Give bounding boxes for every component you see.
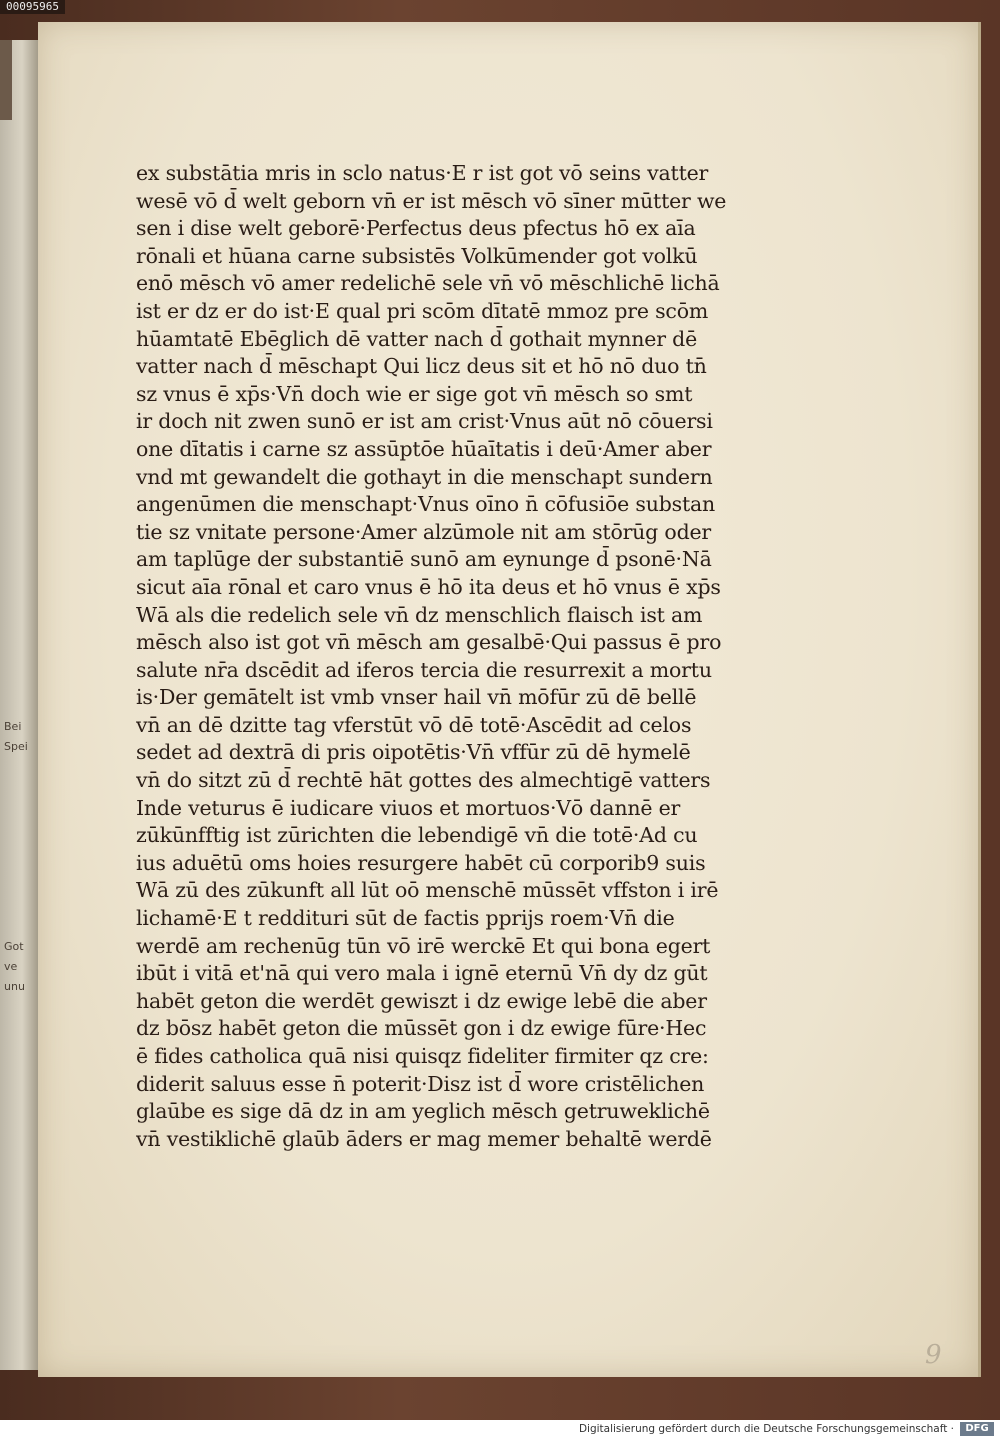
text-line: vatter nach d̄ mēschapt Qui licz deus sit et hō nō duo tn̄ xyxy=(136,354,707,379)
text-line: tie sz vnitate persone·Amer alzūmole nit am stōrūg oder xyxy=(136,519,712,544)
text-line: is·Der gemātelt ist vmb vnser hail vn̄ mōfūr zū dē bellē xyxy=(136,685,697,710)
text-line: ibūt i vitā et'nā qui vero mala i ignē eternū Vn̄ dy dz gūt xyxy=(136,961,708,986)
text-line: am taplūge der substantiē sunō am eynunge d̄ psonē·Nā xyxy=(136,547,712,572)
text-line: sedet ad dextrā di pris oipotētis·Vn̄ vffūr zū dē hymelē xyxy=(136,740,691,765)
text-line: vn̄ vestiklichē glaūb āders er mag memer behaltē werdē xyxy=(136,1126,712,1151)
text-line: ist er dz er do ist·E qual pri scōm dītatē mmoz pre scōm xyxy=(136,298,709,323)
text-line: mēsch also ist got vn̄ mēsch am gesalbē·Qui passus ē pro xyxy=(136,630,722,655)
text-line: glaūbe es sige dā dz in am yeglich mēsch getruweklichē xyxy=(136,1099,710,1124)
margin-fragment: Spei xyxy=(4,740,28,753)
text-line: werdē am rechenūg tūn vō irē werckē Et qui bona egert xyxy=(136,933,711,958)
folio-number: 9 xyxy=(925,1340,942,1370)
text-line: ex substātia mris in sclo natus·E r ist got vō seins vatter xyxy=(136,161,709,185)
text-line: angenūmen die menschapt·Vnus oīno n̄ cōfusiōe substan xyxy=(136,492,716,517)
margin-fragment: ve xyxy=(4,960,18,973)
text-line: vn̄ an dē dzitte tag vferstūt vō dē totē·Ascēdit ad celos xyxy=(136,712,692,737)
funding-credit: Digitalisierung gefördert durch die Deutsche Forschungsgemeinschaft · xyxy=(578,1423,954,1435)
text-line: sicut aīa rōnal et caro vnus ē hō ita deus et hō vnus ē xp̄s xyxy=(136,574,721,599)
text-line: enō mēsch vō amer redelichē sele vn̄ vō mēschlichē lichā xyxy=(136,271,720,296)
text-line: sen i dise welt geborē·Perfectus deus pfectus hō ex aīa xyxy=(136,216,696,241)
text-line: zūkūnfftig ist zūrichten die lebendigē vn̄ die totē·Ad cu xyxy=(136,823,698,848)
text-line: Wā als die redelich sele vn̄ dz menschlich flaisch ist am xyxy=(136,602,703,627)
text-line: ius aduētū oms hoies resurgere habēt cū corporib9 suis xyxy=(136,850,706,875)
text-line: rōnali et hūana carne subsistēs Volkūmender got volkū xyxy=(136,243,698,268)
text-line: Inde veturus ē iudicare viuos et mortuos·Vō dannē er xyxy=(136,795,681,820)
text-line: ir doch nit zwen sunō er ist am crist·Vnus aūt nō cōuersi xyxy=(136,409,713,434)
text-line: dz bōsz habēt geton die mūssēt gon i dz ewige fūre·Hec xyxy=(136,1016,707,1041)
binding-shadow xyxy=(0,40,12,120)
scan-stamp: 00095965 xyxy=(0,0,65,14)
text-line: one dītatis i carne sz assūptōe hūaītatis i deū·Amer aber xyxy=(136,436,712,461)
text-line: habēt geton die werdēt gewiszt i dz ewige lebē die aber xyxy=(136,988,707,1013)
body-text xyxy=(136,160,746,1153)
text-line: diderit saluus esse n̄ poterit·Disz ist d̄ wore cristēlichen xyxy=(136,1071,705,1096)
text-line: vn̄ do sitzt zū d̄ rechtē hāt gottes des almechtigē vatters xyxy=(136,768,711,793)
margin-fragment: Bei xyxy=(4,720,22,733)
dfg-logo: DFG xyxy=(960,1422,994,1436)
text-line: lichamē·E t reddituri sūt de factis pprijs roem·Vn̄ die xyxy=(136,906,675,931)
text-line: Wā zū des zūkunft all lūt oō menschē mūssēt vffston i irē xyxy=(136,878,719,903)
margin-fragment: Got xyxy=(4,940,24,953)
margin-fragment: unu xyxy=(4,980,25,993)
text-line: hūamtatē Ebēglich dē vatter nach d̄ gothait mynner dē xyxy=(136,326,697,351)
text-line: vnd mt gewandelt die gothayt in die menschapt sundern xyxy=(136,464,713,489)
text-line: sz vnus ē xp̄s·Vn̄ doch wie er sige got vn̄ mēsch so smt xyxy=(136,381,693,406)
text-line: wesē vō d̄ welt geborn vn̄ er ist mēsch vō sīner mūtter we xyxy=(136,188,727,213)
facing-page-edge xyxy=(0,40,42,1370)
text-line: salute nr̄a dscēdit ad iferos tercia die resurrexit a mortu xyxy=(136,657,712,682)
text-line: ē fides catholica quā nisi quisqz fideliter firmiter qz cre: xyxy=(136,1044,709,1068)
